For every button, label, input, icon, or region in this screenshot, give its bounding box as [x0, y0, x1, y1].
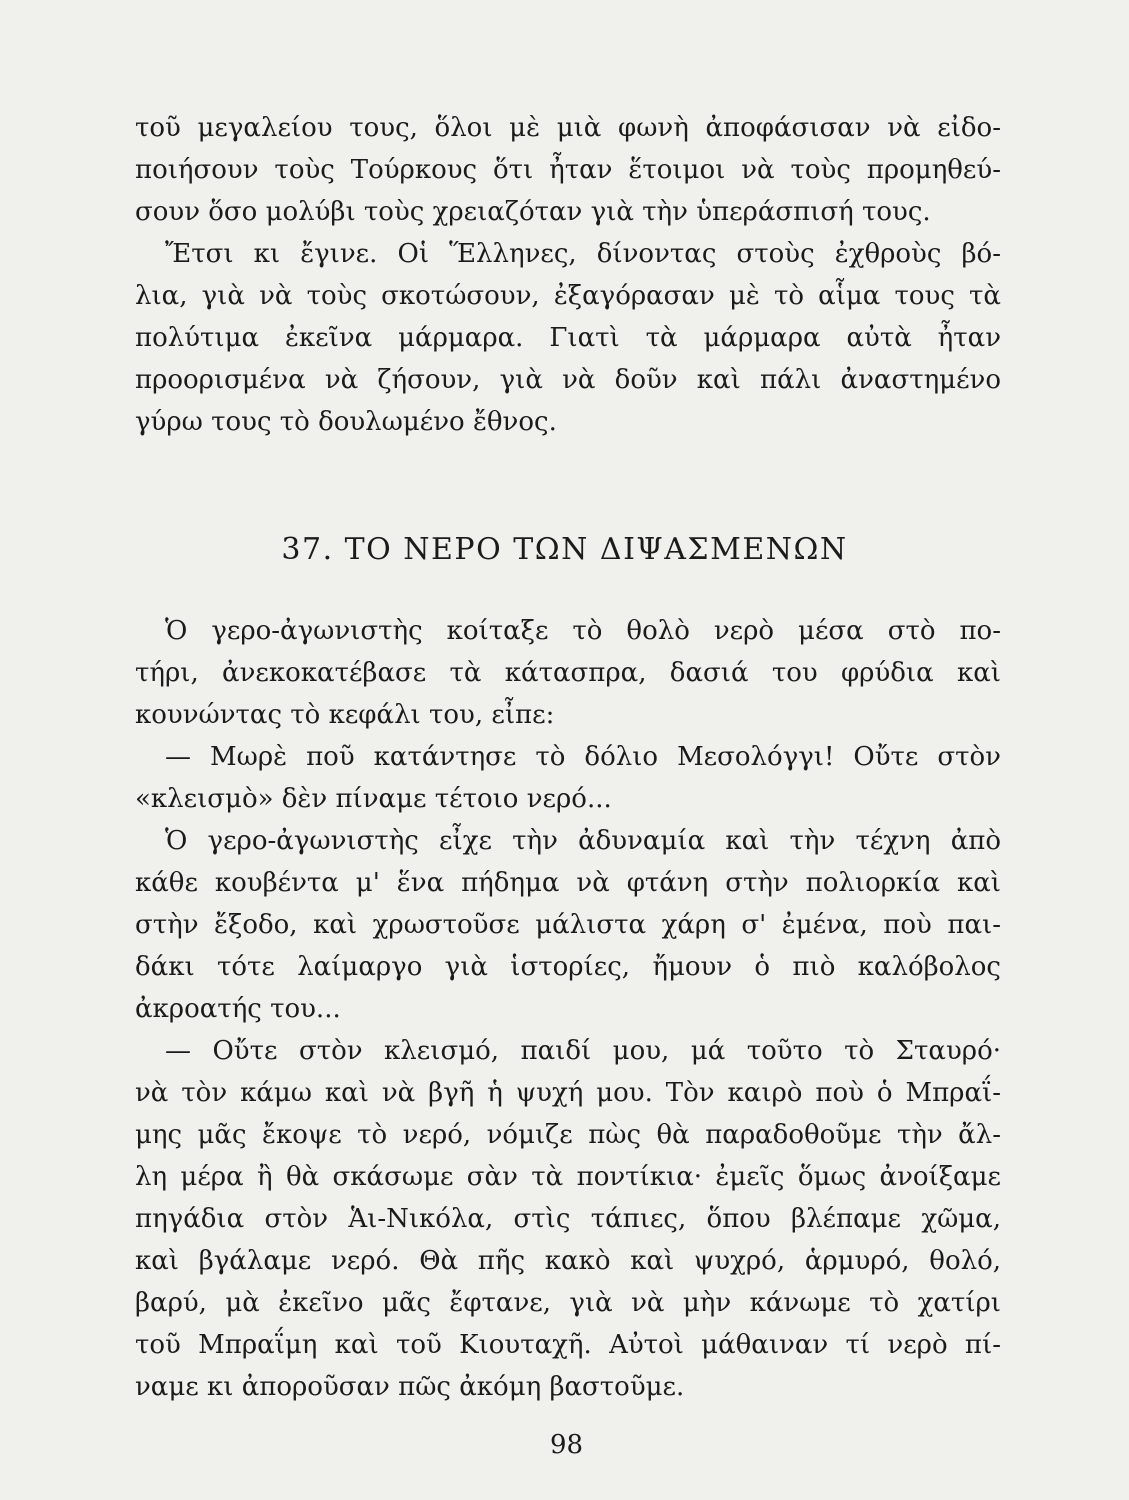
text-line: τήρι, ἀνεκοκατέβασε τὰ κάτασπρα, δασιά του φρύδια καὶ [135, 658, 1001, 688]
text-line: σουν ὅσο μολύβι τοὺς χρειαζόταν γιὰ τὴν ὑπεράσπισή τους. [135, 197, 931, 227]
text-line: βαρύ, μὰ ἐκεῖνο μᾶς ἔφτανε, γιὰ νὰ μὴν κάνωμε τὸ χατίρι [135, 1288, 1001, 1318]
section-heading: 37. ΤΟ ΝΕΡΟ ΤΩΝ ΔΙΨΑΣΜΕΝΩΝ [281, 532, 848, 567]
text-line: πηγάδια στὸν Ἁι-Νικόλα, στὶς τάπιες, ὅπου βλέπαμε χῶμα, [135, 1204, 1001, 1234]
text-line: Ὁ γερο-ἀγωνιστὴς εἶχε τὴν ἀδυναμία καὶ τὴν τέχνη ἀπὸ [165, 826, 1001, 856]
text-line: τοῦ Μπραΐμη καὶ τοῦ Κιουταχῆ. Αὐτοὶ μάθαιναν τί νερὸ πί- [135, 1330, 1001, 1360]
text-line: κάθε κουβέντα μ' ἕνα πήδημα νὰ φτάνη στὴν πολιορκία καὶ [135, 868, 1001, 898]
top-text-block [135, 107, 1001, 443]
text-line: ναμε κι ἀποροῦσαν πῶς ἀκόμη βαστοῦμε. [135, 1372, 685, 1402]
text-line: τοῦ μεγαλείου τους, ὅλοι μὲ μιὰ φωνὴ ἀποφάσισαν νὰ εἰδο- [135, 113, 1001, 143]
text-line: καὶ βγάλαμε νερό. Θὰ πῆς κακὸ καὶ ψυχρό, ἁρμυρό, θολό, [135, 1246, 1001, 1276]
text-line: «κλεισμὸ» δὲν πίναμε τέτοιο νερό... [135, 784, 612, 814]
text-line: — Οὔτε στὸν κλεισμό, παιδί μου, μά τοῦτο τὸ Σταυρό· [165, 1036, 1001, 1066]
text-line: γύρω τους τὸ δουλωμένο ἔθνος. [135, 407, 557, 437]
text-line: λια, γιὰ νὰ τοὺς σκοτώσουν, ἐξαγόρασαν μὲ τὸ αἷμα τους τὰ [135, 281, 1001, 311]
text-line: — Μωρὲ ποῦ κατάντησε τὸ δόλιο Μεσολόγγι! Οὔτε στὸν [165, 742, 1001, 772]
text-line: προορισμένα νὰ ζήσουν, γιὰ νὰ δοῦν καὶ πάλι ἀναστημένο [135, 365, 1001, 395]
text-line: μης μᾶς ἔκοψε τὸ νερό, νόμιζε πὼς θὰ παραδοθοῦμε τὴν ἄλ- [135, 1120, 1001, 1150]
text-line: κουνώντας τὸ κεφάλι του, εἶπε: [135, 700, 555, 730]
text-line: Ὁ γερο-ἀγωνιστὴς κοίταξε τὸ θολὸ νερὸ μέσα στὸ πο- [165, 616, 1001, 646]
text-line: ποιήσουν τοὺς Τούρκους ὅτι ἦταν ἕτοιμοι νὰ τοὺς προμηθεύ- [135, 155, 1001, 185]
text-line: λη μέρα ἢ θὰ σκάσωμε σὰν τὰ ποντίκια· ἐμεῖς ὅμως ἀνοίξαμε [135, 1162, 1001, 1192]
text-line: δάκι τότε λαίμαργο γιὰ ἱστορίες, ἤμουν ὁ πιὸ καλόβολος [135, 952, 1001, 982]
text-line: νὰ τὸν κάμω καὶ νὰ βγῆ ἡ ψυχή μου. Τὸν καιρὸ ποὺ ὁ Μπραΐ- [135, 1078, 1001, 1108]
text-line: ἀκροατής του... [135, 994, 341, 1024]
text-line: Ἔτσι κι ἔγινε. Οἱ Ἕλληνες, δίνοντας στοὺς ἐχθροὺς βό- [165, 239, 1001, 269]
text-line: πολύτιμα ἐκεῖνα μάρμαρα. Γιατὶ τὰ μάρμαρα αὐτὰ ἦταν [135, 323, 1001, 353]
section-text-block [135, 610, 1001, 1408]
page-number: 98 [549, 1430, 584, 1460]
text-line: στὴν ἔξοδο, καὶ χρωστοῦσε μάλιστα χάρη σ' ἐμένα, ποὺ παι- [135, 910, 1001, 940]
